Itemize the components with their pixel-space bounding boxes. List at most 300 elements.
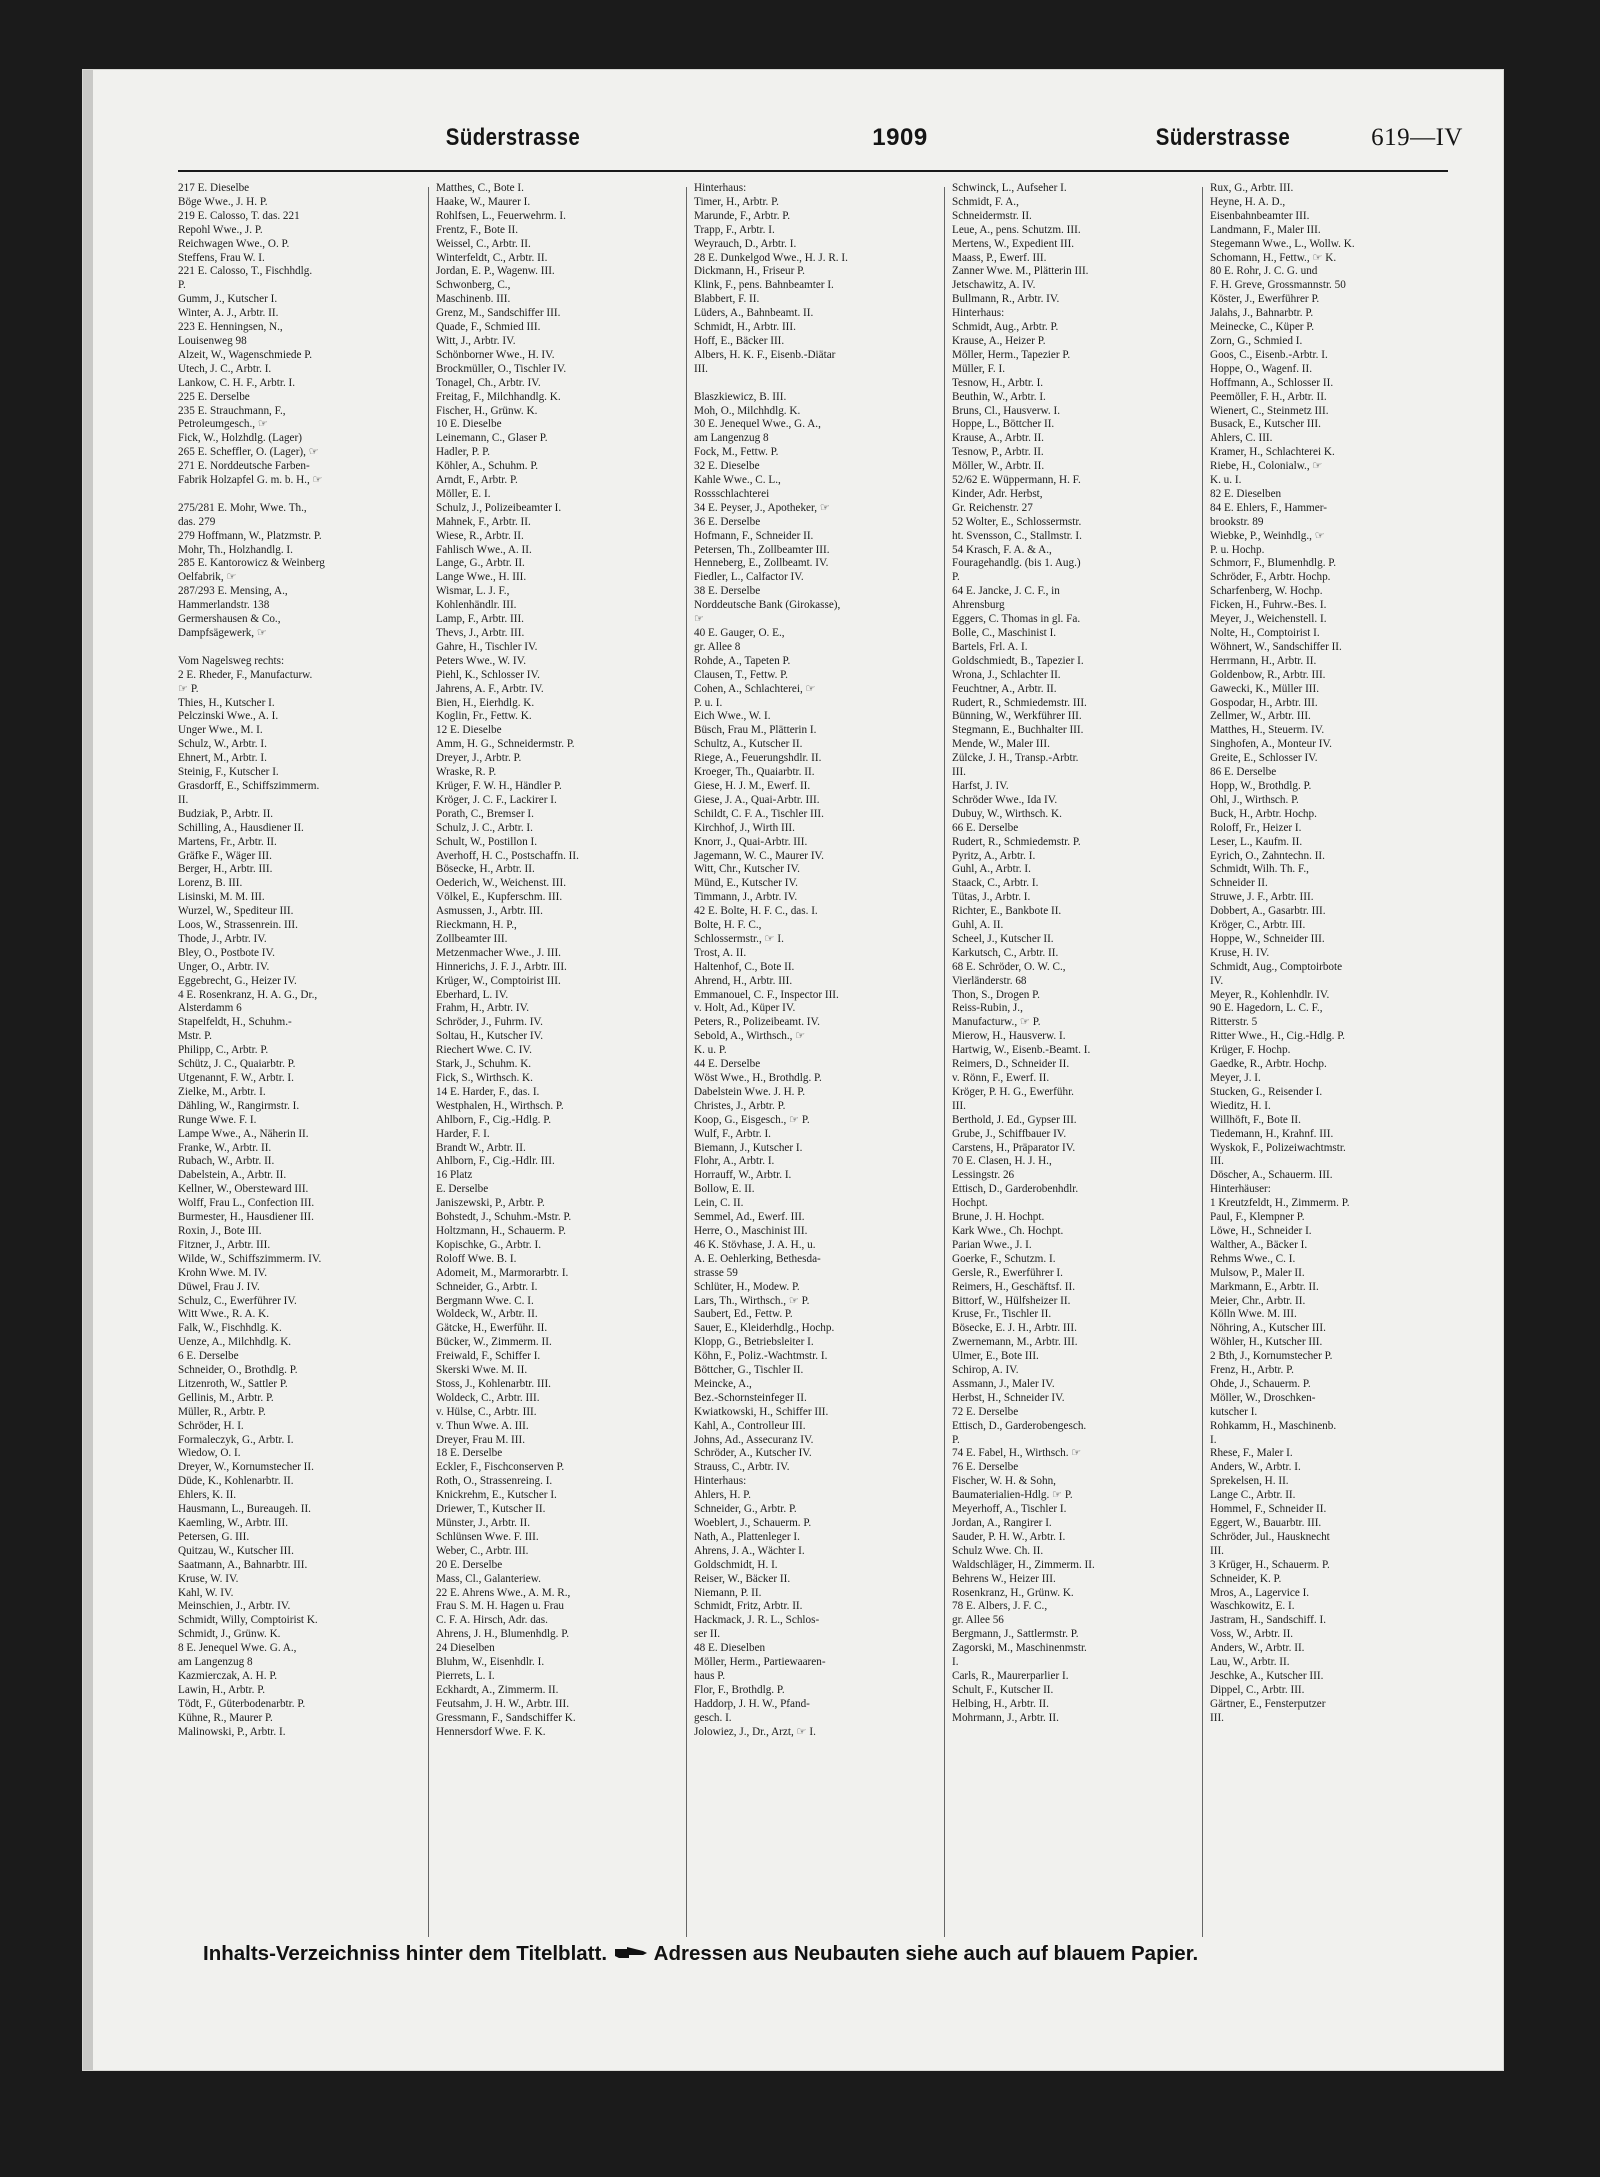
directory-entry: Trapp, F., Arbtr. I. [694, 223, 775, 236]
directory-entry: Struwe, J. F., Arbtr. III. [1210, 891, 1314, 904]
directory-entry: Steinig, F., Kutscher I. [178, 766, 279, 779]
directory-entry: Zwernemann, M., Arbtr. III. [952, 1336, 1078, 1349]
directory-entry: I. [1210, 1433, 1217, 1446]
directory-entry: Kellner, W., Obersteward III. [178, 1183, 309, 1196]
directory-entry: Krause, A., Arbtr. II. [952, 432, 1044, 445]
directory-entry: Mros, A., Lagervice I. [1210, 1586, 1310, 1599]
directory-entry: Utgenannt, F. W., Arbtr. I. [178, 1072, 294, 1084]
directory-entry: Schröder, A., Kutscher IV. [694, 1447, 812, 1460]
directory-entry: Arndt, F., Arbtr. P. [436, 474, 518, 487]
directory-entry: Peemöller, F. H., Arbtr. II. [1210, 390, 1327, 403]
directory-entry: P. u. I. [694, 696, 723, 709]
directory-entry: Fischer, W. H. & Sohn, [952, 1475, 1056, 1488]
directory-entry: Lawin, H., Arbtr. P. [178, 1683, 266, 1696]
directory-entry: Anders, W., Arbtr. I. [1210, 1461, 1301, 1474]
directory-entry: Schneider II. [1210, 877, 1268, 890]
directory-entry: Schneider, G., Arbtr. P. [694, 1503, 797, 1516]
directory-entry: Schirop, A. IV. [952, 1364, 1019, 1377]
directory-entry: Markmann, E., Arbtr. II. [1210, 1280, 1319, 1293]
directory-entry: Frau S. M. H. Hagen u. Frau [436, 1600, 565, 1613]
directory-entry: Meier, Chr., Arbtr. II. [1210, 1294, 1306, 1307]
directory-entry: Rohkamm, H., Maschinenb. [1210, 1419, 1337, 1432]
directory-entry: Bösecke, E. J. H., Arbtr. III. [952, 1322, 1077, 1335]
directory-entry: Landmann, F., Maler III. [1210, 223, 1321, 236]
directory-entry: Schmidt, H., Arbtr. III. [694, 321, 796, 334]
directory-entry: Grasdorff, E., Schiffszimmerm. [178, 779, 320, 792]
directory-entry: Kruse, H. IV. [1210, 946, 1270, 959]
directory-entry: 24 Dieselben [436, 1642, 495, 1655]
directory-entry: Kölln Wwe. M. III. [1210, 1308, 1297, 1321]
directory-entry: Piehl, K., Schlosser IV. [436, 668, 540, 681]
directory-entry: Giese, H. J. M., Ewerf. II. [694, 779, 811, 792]
directory-entry: Hadler, P. P. [436, 446, 490, 459]
directory-entry: Schmidt, Aug., Arbtr. P. [952, 321, 1059, 334]
directory-entry: Schmidt, F. A., [952, 195, 1019, 208]
directory-entry: Bolte, H. F. C., [694, 919, 762, 932]
directory-entry: Pelczinski Wwe., A. I. [178, 710, 279, 723]
directory-entry: Frenz, H., Arbtr. P. [1210, 1364, 1294, 1377]
directory-entry: Wrona, J., Schlachter II. [952, 668, 1061, 681]
directory-entry: Rux, G., Arbtr. III. [1210, 182, 1294, 194]
directory-entry: Schlossermstr., ☞ I. [694, 932, 784, 945]
directory-entry: Schomann, H., Fettw., ☞ K. [1210, 251, 1337, 264]
directory-entry: P. [952, 571, 960, 584]
directory-entry: Thode, J., Arbtr. IV. [178, 932, 267, 945]
directory-entry: Ahlborn, F., Cig.-Hdlr. III. [436, 1155, 555, 1168]
directory-entry: Thies, H., Kutscher I. [178, 696, 275, 709]
directory-entry: Schult, W., Postillon I. [436, 835, 538, 848]
directory-entry: 30 E. Jenequel Wwe., G. A., [694, 418, 821, 431]
directory-entry: Schmidt, Wilh. Th. F., [1210, 863, 1309, 876]
directory-entry: Carls, R., Maurerparlier I. [952, 1669, 1069, 1682]
directory-entry: Bergmann Wwe. C. I. [436, 1294, 534, 1307]
directory-entry: 18 E. Derselbe [436, 1447, 503, 1460]
directory-entry: Ritter Wwe., H., Cig.-Hdlg. P. [1210, 1030, 1345, 1043]
directory-entry: 84 E. Ehlers, F., Hammer- [1210, 501, 1327, 514]
header-year: 1909 [872, 124, 928, 151]
directory-entry: Hinterhaus: [694, 182, 747, 194]
directory-entry: Saubert, Ed., Fettw. P. [694, 1308, 793, 1321]
directory-entry: Kohlenhändlr. III. [436, 599, 517, 612]
directory-entry: Leinemann, C., Glaser P. [436, 432, 548, 445]
directory-entry: Unger Wwe., M. I. [178, 724, 263, 737]
directory-entry: Hoppe, O., Wagenf. II. [1210, 362, 1313, 375]
directory-entry: Gr. Reichenstr. 27 [952, 501, 1033, 514]
directory-entry: Henneberg, E., Zollbeamt. IV. [694, 557, 829, 570]
directory-entry: Gahre, H., Tischler IV. [436, 640, 538, 653]
directory-entry: Wiebke, P., Weinhdlg., ☞ [1210, 529, 1325, 542]
directory-entry: Möller, Herm., Partiewaaren- [694, 1656, 826, 1669]
directory-entry: Marunde, F., Arbtr. P. [694, 209, 791, 222]
directory-entry: Ahrend, H., Arbtr. III. [694, 974, 793, 987]
directory-page [83, 70, 1503, 2070]
directory-entry: 28 E. Dunkelgod Wwe., H. J. R. I. [694, 251, 848, 264]
directory-entry: Ehnert, M., Arbtr. I. [178, 752, 267, 765]
directory-entry: Schneider, G., Arbtr. I. [436, 1280, 538, 1293]
directory-entry: Schneidermstr. II. [952, 209, 1032, 222]
directory-entry: P. u. Hochp. [1210, 543, 1265, 556]
directory-entry: 86 E. Derselbe [1210, 766, 1277, 779]
page-binding-edge [83, 70, 93, 2070]
directory-entry: Amm, H. G., Schneidermstr. P. [436, 738, 575, 751]
directory-entry: Meyer, J., Weichenstell. I. [1210, 613, 1327, 626]
directory-entry: Goldschmidt, H. I. [694, 1558, 778, 1571]
directory-entry: Roth, O., Strassenreing. I. [436, 1475, 553, 1488]
directory-entry: 38 E. Derselbe [694, 585, 761, 598]
directory-entry: Soltau, H., Kutscher IV. [436, 1030, 543, 1043]
directory-entry: Meyer, R., Kohlenhdlr. IV. [1210, 988, 1330, 1001]
directory-entry: Flohr, A., Arbtr. I. [694, 1155, 775, 1168]
directory-entry: P. [952, 1433, 960, 1446]
directory-entry: Weissel, C., Arbtr. II. [436, 237, 531, 250]
directory-entry: 221 E. Calosso, T., Fischhdlg. [178, 265, 313, 278]
directory-entry: Pierrets, L. I. [436, 1669, 495, 1682]
directory-entry: Janiszewski, P., Arbtr. P. [436, 1197, 545, 1210]
directory-entry: Krohn Wwe. M. IV. [178, 1266, 268, 1279]
directory-entry: Riechert Wwe. C. IV. [436, 1044, 532, 1057]
directory-entry: haus P. [694, 1669, 726, 1682]
directory-entry: 82 E. Dieselben [1210, 487, 1282, 500]
directory-entry: Krüger, F. W. H., Händler P. [436, 779, 562, 792]
directory-entry: Kroeger, Th., Quaiarbtr. II. [694, 766, 815, 779]
directory-entry: 275/281 E. Mohr, Wwe. Th., [178, 501, 307, 514]
directory-entry: Thevs, J., Arbtr. III. [436, 627, 525, 639]
directory-entry: 68 E. Schröder, O. W. C., [952, 960, 1066, 973]
directory-entry: Schlüter, H., Modew. P. [694, 1280, 800, 1293]
directory-entry: Zagorski, M., Maschinenmstr. [952, 1642, 1087, 1655]
directory-entry: Haddorp, J. H. W., Pfand- [694, 1697, 810, 1710]
directory-entry: Roloff, Fr., Heizer I. [1210, 821, 1302, 834]
directory-entry: Jetschawitz, A. IV. [952, 279, 1036, 292]
directory-entry: Mohr, Th., Holzhandlg. I. [178, 543, 293, 556]
directory-entry: Hoffmann, A., Schlosser II. [1210, 376, 1334, 389]
directory-entry: Germershausen & Co., [178, 613, 281, 626]
directory-entry: Fick, W., Holzhdlg. (Lager) [178, 432, 302, 445]
directory-entry: Kahl, W. IV. [178, 1586, 234, 1599]
directory-entry: 219 E. Calosso, T. das. 221 [178, 209, 300, 222]
directory-entry: Ritterstr. 5 [1210, 1016, 1258, 1029]
directory-entry: Wöhnert, W., Sandschiffer II. [1210, 640, 1342, 653]
directory-entry: Goos, C., Eisenb.-Arbtr. I. [1210, 348, 1328, 361]
directory-entry: 2 E. Rheder, F., Manufacturw. [178, 668, 313, 681]
directory-entry: ☞ P. [178, 682, 199, 695]
directory-entry: Meyerhoff, A., Tischler I. [952, 1503, 1067, 1516]
directory-entry: Gersle, R., Ewerführer I. [952, 1266, 1063, 1279]
directory-entry: Lange C., Arbtr. II. [1210, 1489, 1296, 1502]
directory-entry: Rohlfsen, L., Feuerwehrm. I. [436, 209, 566, 222]
directory-entry: Saatmann, A., Bahnarbtr. III. [178, 1558, 308, 1571]
page-footer [203, 1942, 1503, 1966]
directory-entry: Bluhm, W., Eisenhdlr. I. [436, 1656, 545, 1669]
directory-entry: Wurzel, W., Spediteur III. [178, 905, 294, 918]
directory-entry: Schmidt, Willy, Comptoirist K. [178, 1614, 318, 1627]
directory-entry: Knorr, J., Quai-Arbtr. III. [694, 835, 808, 848]
directory-entry: Fabrik Holzapfel G. m. b. H., ☞ [178, 474, 323, 487]
directory-entry: Peters, R., Polizeibeamt. IV. [694, 1016, 820, 1029]
directory-entry: Köhler, A., Schuhm. P. [436, 460, 539, 473]
directory-entry: Flor, F., Brothdlg. P. [694, 1683, 785, 1696]
directory-entry: Utech, J. C., Arbtr. I. [178, 362, 272, 375]
directory-entry: Eckhardt, A., Zimmerm. II. [436, 1683, 559, 1696]
directory-entry: Weber, C., Arbtr. III. [436, 1544, 529, 1557]
directory-entry: 34 E. Peyser, J., Apotheker, ☞ [694, 501, 830, 514]
directory-entry: Ahlers, H. P. [694, 1489, 751, 1502]
directory-entry: Bergmann, J., Sattlermstr. P. [952, 1628, 1079, 1641]
directory-entry: 22 E. Ahrens Wwe., A. M. R., [436, 1586, 571, 1599]
directory-entry: Alsterdamm 6 [178, 1002, 242, 1015]
directory-entry: Unger, O., Arbtr. IV. [178, 960, 270, 973]
directory-entry: Malinowski, P., Arbtr. I. [178, 1725, 286, 1738]
directory-entry: ht. Svensson, C., Stallmstr. I. [952, 529, 1082, 542]
directory-entry: Waldschläger, H., Zimmerm. II. [952, 1558, 1095, 1571]
directory-entry: Eckler, F., Fischconserven P. [436, 1461, 565, 1474]
directory-entry: Kröger, C., Arbtr. III. [1210, 919, 1306, 932]
footer-new-buildings-note: Adressen aus Neubauten siehe auch auf blauem Papier. [653, 1942, 1199, 1965]
directory-entry: Peters Wwe., W. IV. [436, 654, 527, 667]
directory-entry: Dampfsägewerk, ☞ [178, 627, 267, 639]
directory-entry: 287/293 E. Mensing, A., [178, 585, 288, 598]
directory-entry: Mertens, W., Expedient III. [952, 237, 1075, 250]
directory-entry: Steffens, Frau W. I. [178, 251, 265, 264]
header-street-right: Süderstrasse [1155, 124, 1291, 151]
directory-entry: Fahlisch Wwe., A. II. [436, 543, 532, 556]
directory-entry: Roxin, J., Bote III. [178, 1224, 262, 1237]
directory-entry: Rubach, W., Arbtr. II. [178, 1155, 275, 1168]
directory-entry: Lessingstr. 26 [952, 1169, 1015, 1182]
directory-entry: 8 E. Jenequel Wwe. G. A., [178, 1642, 297, 1655]
directory-entry: Staack, C., Arbtr. I. [952, 877, 1039, 890]
directory-entry: Zellmer, W., Arbtr. III. [1210, 710, 1311, 723]
directory-entry: Schildt, C. F. A., Tischler III. [694, 807, 824, 820]
directory-entry: Brandt W., Arbtr. II. [436, 1141, 526, 1154]
directory-entry: Giese, J. A., Quai-Arbtr. III. [694, 793, 820, 806]
directory-entry: Wiese, R., Arbtr. II. [436, 529, 524, 542]
directory-entry: Woldeck, C., Arbtr. III. [436, 1391, 540, 1404]
directory-entry: Eggebrecht, G., Heizer IV. [178, 974, 297, 987]
directory-entry: Guhl, A., Arbtr. I. [952, 863, 1031, 876]
directory-entry: 36 E. Derselbe [694, 515, 761, 528]
directory-entry: Wienert, C., Steinmetz III. [1210, 404, 1329, 417]
directory-entry: Kröger, P. H. G., Ewerführ. [952, 1085, 1074, 1098]
directory-entry: Ahrens, J. H., Blumenhdlg. P. [436, 1628, 570, 1641]
directory-entry: Hartwig, W., Eisenb.-Beamt. I. [952, 1044, 1091, 1057]
directory-entry: Bien, H., Eierhdlg. K. [436, 696, 535, 709]
directory-entry: Kühne, R., Maurer P. [178, 1711, 273, 1724]
directory-entry: Berger, H., Arbtr. III. [178, 863, 273, 876]
directory-entry: Parian Wwe., J. I. [952, 1238, 1032, 1251]
directory-entry: Semmel, Ad., Ewerf. III. [694, 1211, 805, 1224]
directory-entry: Martens, Fr., Arbtr. II. [178, 835, 277, 848]
directory-entry: Tesnow, H., Arbtr. I. [952, 376, 1044, 389]
column-divider [1202, 187, 1203, 1937]
directory-entry: Hinnerichs, J. F. J., Arbtr. III. [436, 960, 567, 973]
directory-entry: Schmorr, F., Blumenhdlg. P. [1210, 557, 1337, 570]
directory-entry: Böttcher, G., Tischler II. [694, 1364, 804, 1377]
directory-entry: 271 E. Norddeutsche Farben- [178, 460, 310, 473]
directory-entry: Oelfabrik, ☞ [178, 571, 237, 584]
directory-entry: Cohen, A., Schlachterei, ☞ [694, 682, 816, 695]
directory-entry: Möller, W., Arbtr. II. [952, 460, 1045, 473]
directory-entry: gr. Allee 8 [694, 640, 741, 653]
directory-entry: Meinschien, J., Arbtr. IV. [178, 1600, 291, 1613]
directory-entry: Hofmann, F., Schneider II. [694, 529, 814, 542]
directory-entry: Ulmer, E., Bote III. [952, 1350, 1039, 1363]
directory-entry: Biemann, J., Kutscher I. [694, 1141, 803, 1154]
directory-entry: Fouragehandlg. (bis 1. Aug.) [952, 557, 1081, 570]
directory-entry: Kramer, H., Schlachterei K. [1210, 446, 1335, 459]
directory-entry: Schröder Wwe., Ida IV. [952, 793, 1058, 806]
directory-entry: Reichwagen Wwe., O. P. [178, 237, 290, 250]
directory-entry: gesch. I. [694, 1711, 732, 1724]
directory-entry: Thon, S., Drogen P. [952, 988, 1040, 1001]
directory-entry: Winterfeldt, C., Arbtr. II. [436, 251, 548, 264]
directory-entry: Stegemann Wwe., L., Wollw. K. [1210, 237, 1355, 250]
directory-column-2 [436, 182, 681, 1740]
directory-entry: Reiser, W., Bäcker II. [694, 1572, 791, 1585]
directory-entry: Fock, M., Fettw. P. [694, 446, 779, 459]
directory-entry: Sprekelsen, H. II. [1210, 1475, 1289, 1488]
directory-entry: Eberhard, L. IV. [436, 988, 509, 1001]
directory-entry: Ohl, J., Wirthsch. P. [1210, 793, 1299, 806]
directory-columns [178, 182, 1458, 1937]
directory-entry: Schmidt, Fritz, Arbtr. II. [694, 1600, 803, 1613]
directory-entry: Christes, J., Arbtr. P. [694, 1099, 786, 1112]
directory-entry: Goerke, F., Schutzm. I. [952, 1252, 1056, 1265]
directory-entry: Leser, L., Kaufm. II. [1210, 835, 1303, 848]
directory-entry: Hinterhäuser: [1210, 1183, 1271, 1196]
directory-entry: 16 Platz [436, 1169, 473, 1182]
directory-entry: Mende, W., Maler III. [952, 738, 1050, 751]
directory-entry: 14 E. Harder, F., das. I. [436, 1085, 540, 1098]
directory-entry: Burmester, H., Hausdiener III. [178, 1211, 314, 1224]
directory-entry: 285 E. Kantorowicz & Weinberg [178, 557, 325, 570]
directory-entry: Busack, E., Kutscher III. [1210, 418, 1321, 431]
directory-entry: Krüger, W., Comptoirist III. [436, 974, 561, 987]
directory-entry: 46 K. Stövhase, J. A. H., u. [694, 1238, 816, 1251]
directory-entry: Schröder, Jul., Hausknecht [1210, 1530, 1330, 1543]
directory-entry: Vierländerstr. 68 [952, 974, 1027, 987]
directory-entry: Klink, F., pens. Bahnbeamter I. [694, 279, 834, 292]
directory-entry: Carstens, H., Präparator IV. [952, 1141, 1076, 1154]
directory-entry: Gräfke F., Wäger III. [178, 849, 272, 862]
directory-entry: Grube, J., Schiffbauer IV. [952, 1127, 1067, 1140]
directory-entry: Wyskok, F., Polizeiwachtmstr. [1210, 1141, 1346, 1154]
directory-entry: Reimers, D., Schneider II. [952, 1058, 1070, 1071]
directory-entry: 1 Kreutzfeldt, H., Zimmerm. P. [1210, 1197, 1350, 1210]
directory-entry: Baumaterialien-Hdlg. ☞ P. [952, 1489, 1073, 1502]
column-divider [686, 187, 687, 1937]
directory-entry: Meinecke, C., Küper P. [1210, 321, 1315, 334]
directory-entry: Rudert, R., Schmiedemstr. III. [952, 696, 1087, 709]
directory-entry: 44 E. Derselbe [694, 1058, 761, 1071]
directory-entry: Norddeutsche Bank (Girokasse), [694, 599, 841, 612]
directory-entry: Falk, W., Fischhdlg. K. [178, 1322, 282, 1335]
directory-entry: Münster, J., Arbtr. II. [436, 1517, 531, 1529]
directory-entry: Kwiatkowski, H., Schiffer III. [694, 1405, 829, 1418]
directory-entry: Bruns, Cl., Hausverw. I. [952, 404, 1061, 417]
directory-entry: E. Derselbe [436, 1183, 489, 1196]
directory-entry: Reimers, H., Geschäftsf. II. [952, 1280, 1076, 1293]
directory-entry: Runge Wwe. F. I. [178, 1113, 257, 1126]
directory-entry: Quade, F., Schmied III. [436, 321, 541, 334]
directory-entry: Schulz Wwe. Ch. II. [952, 1544, 1044, 1557]
directory-entry: Grenz, M., Sandschiffer III. [436, 307, 561, 320]
directory-entry: Westphalen, H., Wirthsch. P. [436, 1099, 564, 1112]
directory-entry: Fischer, H., Grünw. K. [436, 404, 538, 417]
directory-entry: Lisinski, M. M. III. [178, 891, 265, 904]
directory-entry: Lankow, C. H. F., Arbtr. I. [178, 376, 296, 389]
directory-entry: Gressmann, F., Sandschiffer K. [436, 1711, 576, 1724]
directory-entry: Reiss-Rubin, J., [952, 1002, 1023, 1015]
directory-entry: Bez.-Schornsteinfeger II. [694, 1391, 807, 1404]
directory-entry: Hinterhaus: [952, 307, 1005, 320]
directory-entry: Lau, W., Arbtr. II. [1210, 1656, 1290, 1669]
directory-entry: Gaedke, R., Arbtr. Hochp. [1210, 1058, 1327, 1071]
directory-entry: Scharfenberg, W. Hochp. [1210, 585, 1323, 598]
directory-entry: Rossschlachterei [694, 487, 770, 500]
directory-entry: 52 Wolter, E., Schlossermstr. [952, 515, 1082, 528]
directory-entry: Driewer, T., Kutscher II. [436, 1503, 546, 1516]
directory-entry: Uenze, A., Milchhdlg. K. [178, 1336, 292, 1349]
directory-entry: Schultz, A., Kutscher II. [694, 738, 803, 751]
directory-entry: Mstr. P. [178, 1030, 212, 1043]
directory-entry: Gärtner, E., Fensterputzer [1210, 1697, 1326, 1710]
directory-entry: brookstr. 89 [1210, 515, 1264, 528]
directory-entry: Lorenz, B. III. [178, 877, 243, 890]
directory-entry: am Langenzug 8 [178, 1656, 253, 1669]
directory-entry: Hopp, W., Brothdlg. P. [1210, 779, 1312, 792]
directory-entry: gr. Allee 56 [952, 1614, 1004, 1627]
directory-entry: Bullmann, R., Arbtr. IV. [952, 293, 1060, 306]
directory-entry: Horrauff, W., Arbtr. I. [694, 1169, 792, 1182]
directory-entry: Zülcke, J. H., Transp.-Arbtr. [952, 752, 1079, 765]
directory-entry: 54 Krasch, F. A. & A., [952, 543, 1052, 556]
directory-entry: Gawecki, K., Müller III. [1210, 682, 1320, 695]
directory-entry: 76 E. Derselbe [952, 1461, 1019, 1474]
directory-entry: Schulz, C., Ewerführer IV. [178, 1294, 297, 1307]
directory-entry: 42 E. Bolte, H. F. C., das. I. [694, 905, 818, 918]
directory-entry: 74 E. Fabel, H., Wirthsch. ☞ [952, 1447, 1082, 1460]
directory-entry: Sebold, A., Wirthsch., ☞ [694, 1030, 806, 1043]
directory-entry: K. u. I. [1210, 474, 1242, 487]
directory-entry: Stoss, J., Kohlenarbtr. III. [436, 1377, 551, 1390]
page-header [163, 124, 1463, 174]
directory-entry: Dippel, C., Arbtr. III. [1210, 1683, 1305, 1696]
directory-entry: Schneider, O., Brothdlg. P. [178, 1364, 298, 1377]
directory-entry: Richter, E., Bankbote II. [952, 905, 1062, 918]
directory-entry: Lamp, F., Arbtr. III. [436, 613, 524, 626]
directory-entry: Rohde, A., Tapeten P. [694, 654, 791, 667]
directory-column-3 [694, 182, 939, 1740]
directory-entry: Ohde, J., Schauerm. P. [1210, 1377, 1311, 1390]
directory-entry: Wismar, L. J. F., [436, 585, 510, 598]
directory-entry: Bittorf, W., Hülfsheizer II. [952, 1294, 1071, 1307]
directory-entry: Holtzmann, H., Schauerm. P. [436, 1224, 566, 1237]
directory-entry: Müller, F. I. [952, 362, 1006, 375]
directory-entry: Schröder, J., Fuhrm. IV. [436, 1016, 543, 1029]
directory-entry: Feutsahm, J. H. W., Arbtr. III. [436, 1697, 570, 1710]
directory-entry: Hochpt. [952, 1197, 988, 1210]
directory-entry: am Langenzug 8 [694, 432, 769, 445]
directory-entry: Stapelfeldt, H., Schuhm.- [178, 1016, 292, 1029]
directory-entry: Lange Wwe., H. III. [436, 571, 527, 584]
directory-entry: Ahlborn, F., Cig.-Hdlg. P. [436, 1113, 552, 1126]
directory-entry: Frentz, F., Bote II. [436, 223, 519, 236]
directory-entry: Zielke, M., Arbtr. I. [178, 1085, 266, 1098]
directory-column-5 [1210, 182, 1455, 1726]
directory-entry: Timmann, J., Arbtr. IV. [694, 891, 798, 904]
directory-entry: Schilling, A., Hausdiener II. [178, 821, 304, 834]
